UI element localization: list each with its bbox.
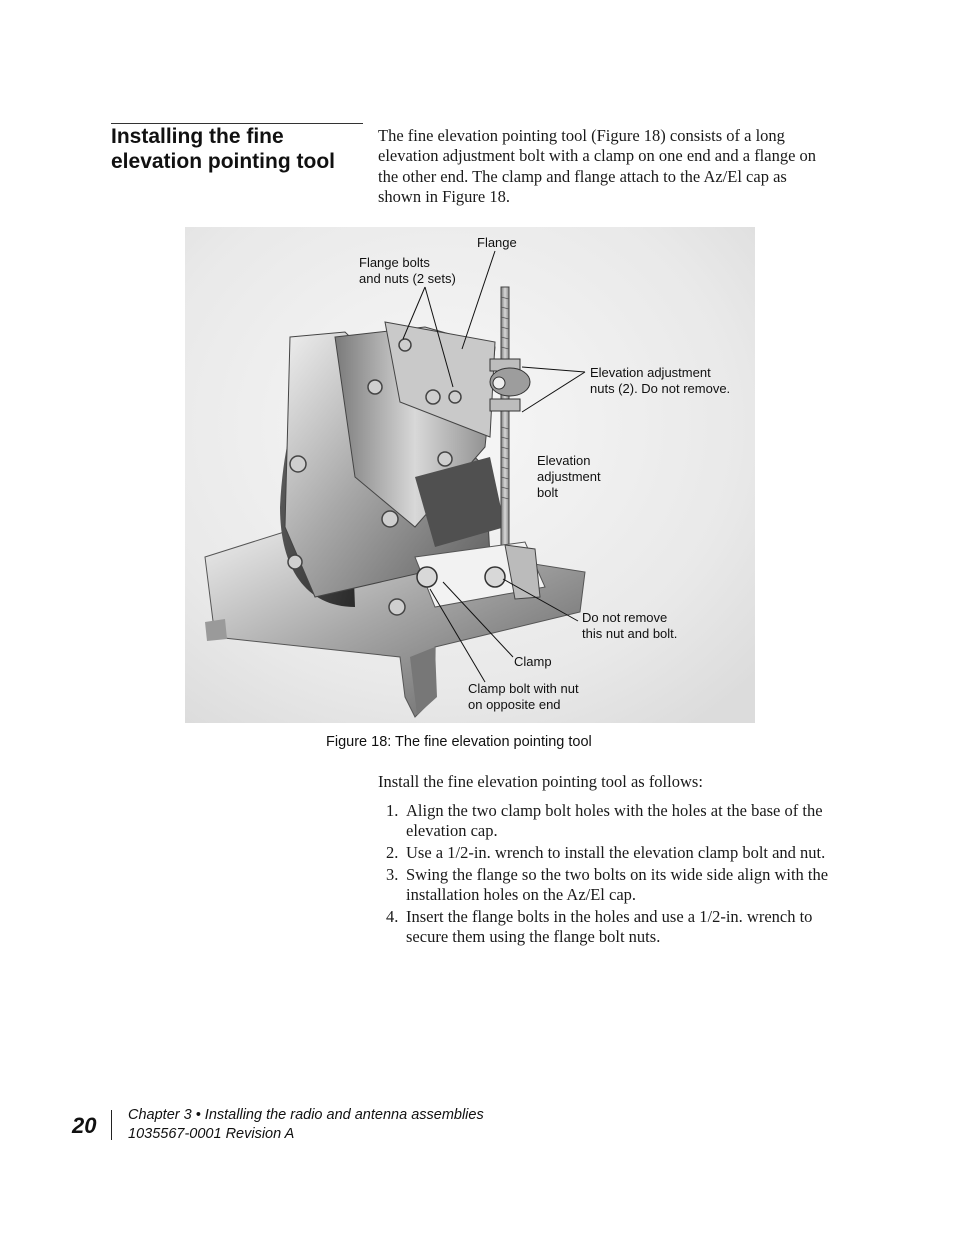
step-text: Swing the flange so the two bolts on its wide side align with the installation holes on the Az/El cap. bbox=[406, 865, 829, 904]
step-number: 1. bbox=[386, 801, 399, 820]
footer-chapter: Chapter 3 • Installing the radio and antenna assemblies bbox=[128, 1107, 484, 1123]
list-item bbox=[378, 865, 833, 905]
procedure-lead: Install the fine elevation pointing tool as follows: bbox=[378, 772, 703, 791]
step-text: Align the two clamp bolt holes with the holes at the base of the elevation cap. bbox=[406, 801, 823, 840]
step-number: 4. bbox=[386, 907, 399, 926]
step-number: 2. bbox=[386, 843, 399, 862]
callout-elevation-bolt: Elevation adjustment bolt bbox=[537, 453, 601, 500]
procedure-steps bbox=[378, 801, 833, 949]
callout-do-not-remove: Do not remove this nut and bolt. bbox=[582, 610, 678, 641]
step-number: 3. bbox=[386, 865, 399, 884]
callout-flange-bolts: Flange bolts and nuts (2 sets) bbox=[359, 255, 456, 286]
callout-elevation-nuts: Elevation adjustment nuts (2). Do not remove. bbox=[590, 365, 731, 396]
callout-flange: Flange bbox=[477, 235, 517, 250]
footer bbox=[128, 1106, 484, 1144]
page-number: 20 bbox=[72, 1113, 97, 1138]
step-text: Insert the flange bolts in the holes and use a 1/2-in. wrench to secure them using the flange bolt nuts. bbox=[406, 907, 813, 946]
intro-paragraph: The fine elevation pointing tool (Figure 18) consists of a long elevation adjustment bolt with a clamp on one end and a flange on the other end. The clamp and flange attach to the Az/El cap as shown in Figure 18. bbox=[378, 126, 817, 206]
footer-divider bbox=[111, 1110, 112, 1140]
callout-clamp-bolt: Clamp bolt with nut on opposite end bbox=[468, 681, 579, 712]
figure-caption: Figure 18: The fine elevation pointing tool bbox=[326, 734, 592, 750]
footer-doc-id: 1035567-0001 Revision A bbox=[128, 1126, 295, 1142]
fine-elevation-pointing-tool-photo bbox=[185, 227, 755, 723]
callout-clamp: Clamp bbox=[514, 654, 552, 669]
section-heading: Installing the fine elevation pointing tool bbox=[111, 125, 335, 173]
step-text: Use a 1/2-in. wrench to install the elevation clamp bolt and nut. bbox=[406, 843, 826, 862]
list-item bbox=[378, 907, 833, 947]
figure-18 bbox=[185, 227, 755, 723]
list-item bbox=[378, 843, 833, 863]
list-item bbox=[378, 801, 833, 841]
